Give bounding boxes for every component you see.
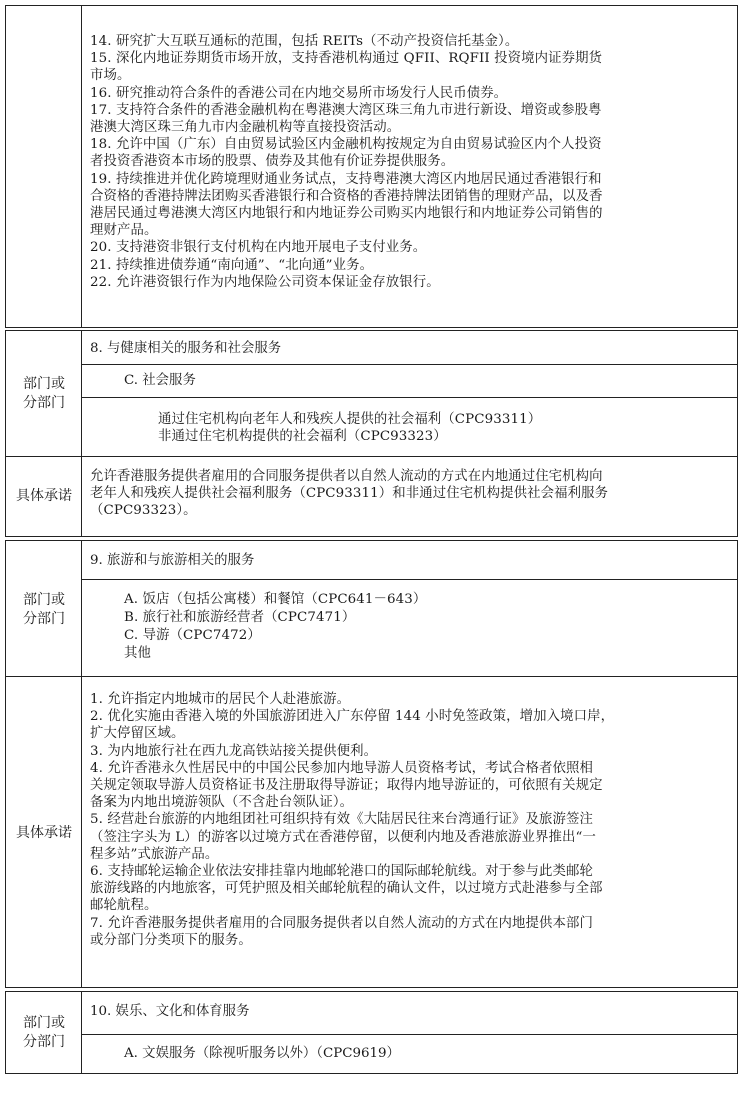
divider <box>82 579 737 580</box>
section-9-header: 9. 旅游和与旅游相关的服务 <box>90 553 255 568</box>
financial-commitment-items: 14. 研究扩大互联互通标的范围，包括 REITs（不动产投资信托基金）。 15. 深化内地证券期货市场开放，支持香港机构通过 QFII、RQFII 投资境内证券期货 市场。 16. 研究推动符合条件的香港公司在内地交易所市场发行人民币债券。 17. 支持符合条件的香港金融机构在粤港澳大湾区珠三角九市进行新设、增资或参股粤 港澳大湾区珠三角九市内金融机构等直接投资活动。 18. 允许中国（广东）自由贸易试验区内金融机构按规定为自由贸易试验区内个人投资 者投资香港资本市场的股票、债券及其他有价证券提供服务。 19. 持续推进并优化跨境理财通业务试点，支持粤港澳大湾区内地居民通过香港银行和 合资格的香港持牌法团购买香港银行和合资格的香港持牌法团销售的理财产品，以及香 港居民通过粤港澳大湾区内地银行和内地证券公司购买内地银行和内地证券公司销售的 理财产品。 20. 支持港资非银行支付机构在内地开展电子支付业务。 21. 持续推进债券通“南向通”、“北向通”业务。 22. 允许港资银行作为内地保险公司资本保证金存放银行。 <box>90 34 603 290</box>
divider <box>82 364 737 365</box>
sector-label: 部门或 分部门 <box>23 592 65 627</box>
left-label-column <box>6 6 82 327</box>
section-10-header: 10. 娱乐、文化和体育服务 <box>90 1004 250 1019</box>
section-9-block <box>5 540 738 988</box>
divider <box>82 1034 737 1035</box>
sector-label: 部门或 分部门 <box>23 376 65 411</box>
sector-label: 部门或 分部门 <box>23 1015 65 1050</box>
section-8-subsector: C. 社会服务 <box>124 373 196 388</box>
section-10-subsector: A. 文娱服务（除视听服务以外）（CPC9619） <box>124 1046 400 1061</box>
section-8-block <box>5 330 738 537</box>
section-8-commitment: 允许香港服务提供者雇用的合同服务提供者以自然人流动的方式在内地通过住宅机构向 老年人和残疾人提供社会福利服务（CPC93311）和非通过住宅机构提供社会福利服务 （CPC93323）。 <box>90 469 609 519</box>
commitment-label: 具体承诺 <box>16 825 72 841</box>
section-9-commitment: 1. 允许指定内地城市的居民个人赴港旅游。 2. 优化实施由香港入境的外国旅游团进入广东停留 144 小时免签政策，增加入境口岸， 扩大停留区域。 3. 为内地旅行社在西九龙高铁站接关提供便利。 4. 允许香港永久性居民中的中国公民参加内地导游人员资格考试，考试合格者依照相 关规定领取导游人员资格证书及注册取得导游证；取得内地导游证的，可依照有关规定 备案为内地出境游领队（不含赴台领队证）。 5. 经营赴台旅游的内地组团社可组织持有效《大陆居民往来台湾通行证》及旅游签注 （签注字头为 L）的游客以过境方式在香港停留，以便利内地及香港旅游业界推出“一 程多站”式旅游产品。 6. 支持邮轮运输企业依法安排挂靠内地邮轮港口的国际邮轮航线。对于参与此类邮轮 旅游线路的内地旅客，可凭护照及相关邮轮航程的确认文件，以过境方式赴港参与全部 邮轮航程。 7. 允许香港服务提供者雇用的合同服务提供者以自然人流动的方式在内地提供本部门 或分部门分类项下的服务。 <box>90 692 615 948</box>
divider <box>6 676 737 677</box>
divider <box>6 456 737 457</box>
section-10-block <box>5 991 738 1074</box>
financial-commitment-block <box>5 5 738 328</box>
divider <box>82 397 737 398</box>
commitment-label: 具体承诺 <box>16 488 72 504</box>
section-9-subsectors: A. 饭店（包括公寓楼）和餐馆（CPC641－643） B. 旅行社和旅游经营者（CPC7471） C. 导游（CPC7472） 其他 <box>124 592 427 661</box>
section-8-items: 通过住宅机构向老年人和残疾人提供的社会福利（CPC93311） 非通过住宅机构提供的社会福利（CPC93323） <box>158 412 542 445</box>
section-8-header: 8. 与健康相关的服务和社会服务 <box>90 341 282 356</box>
